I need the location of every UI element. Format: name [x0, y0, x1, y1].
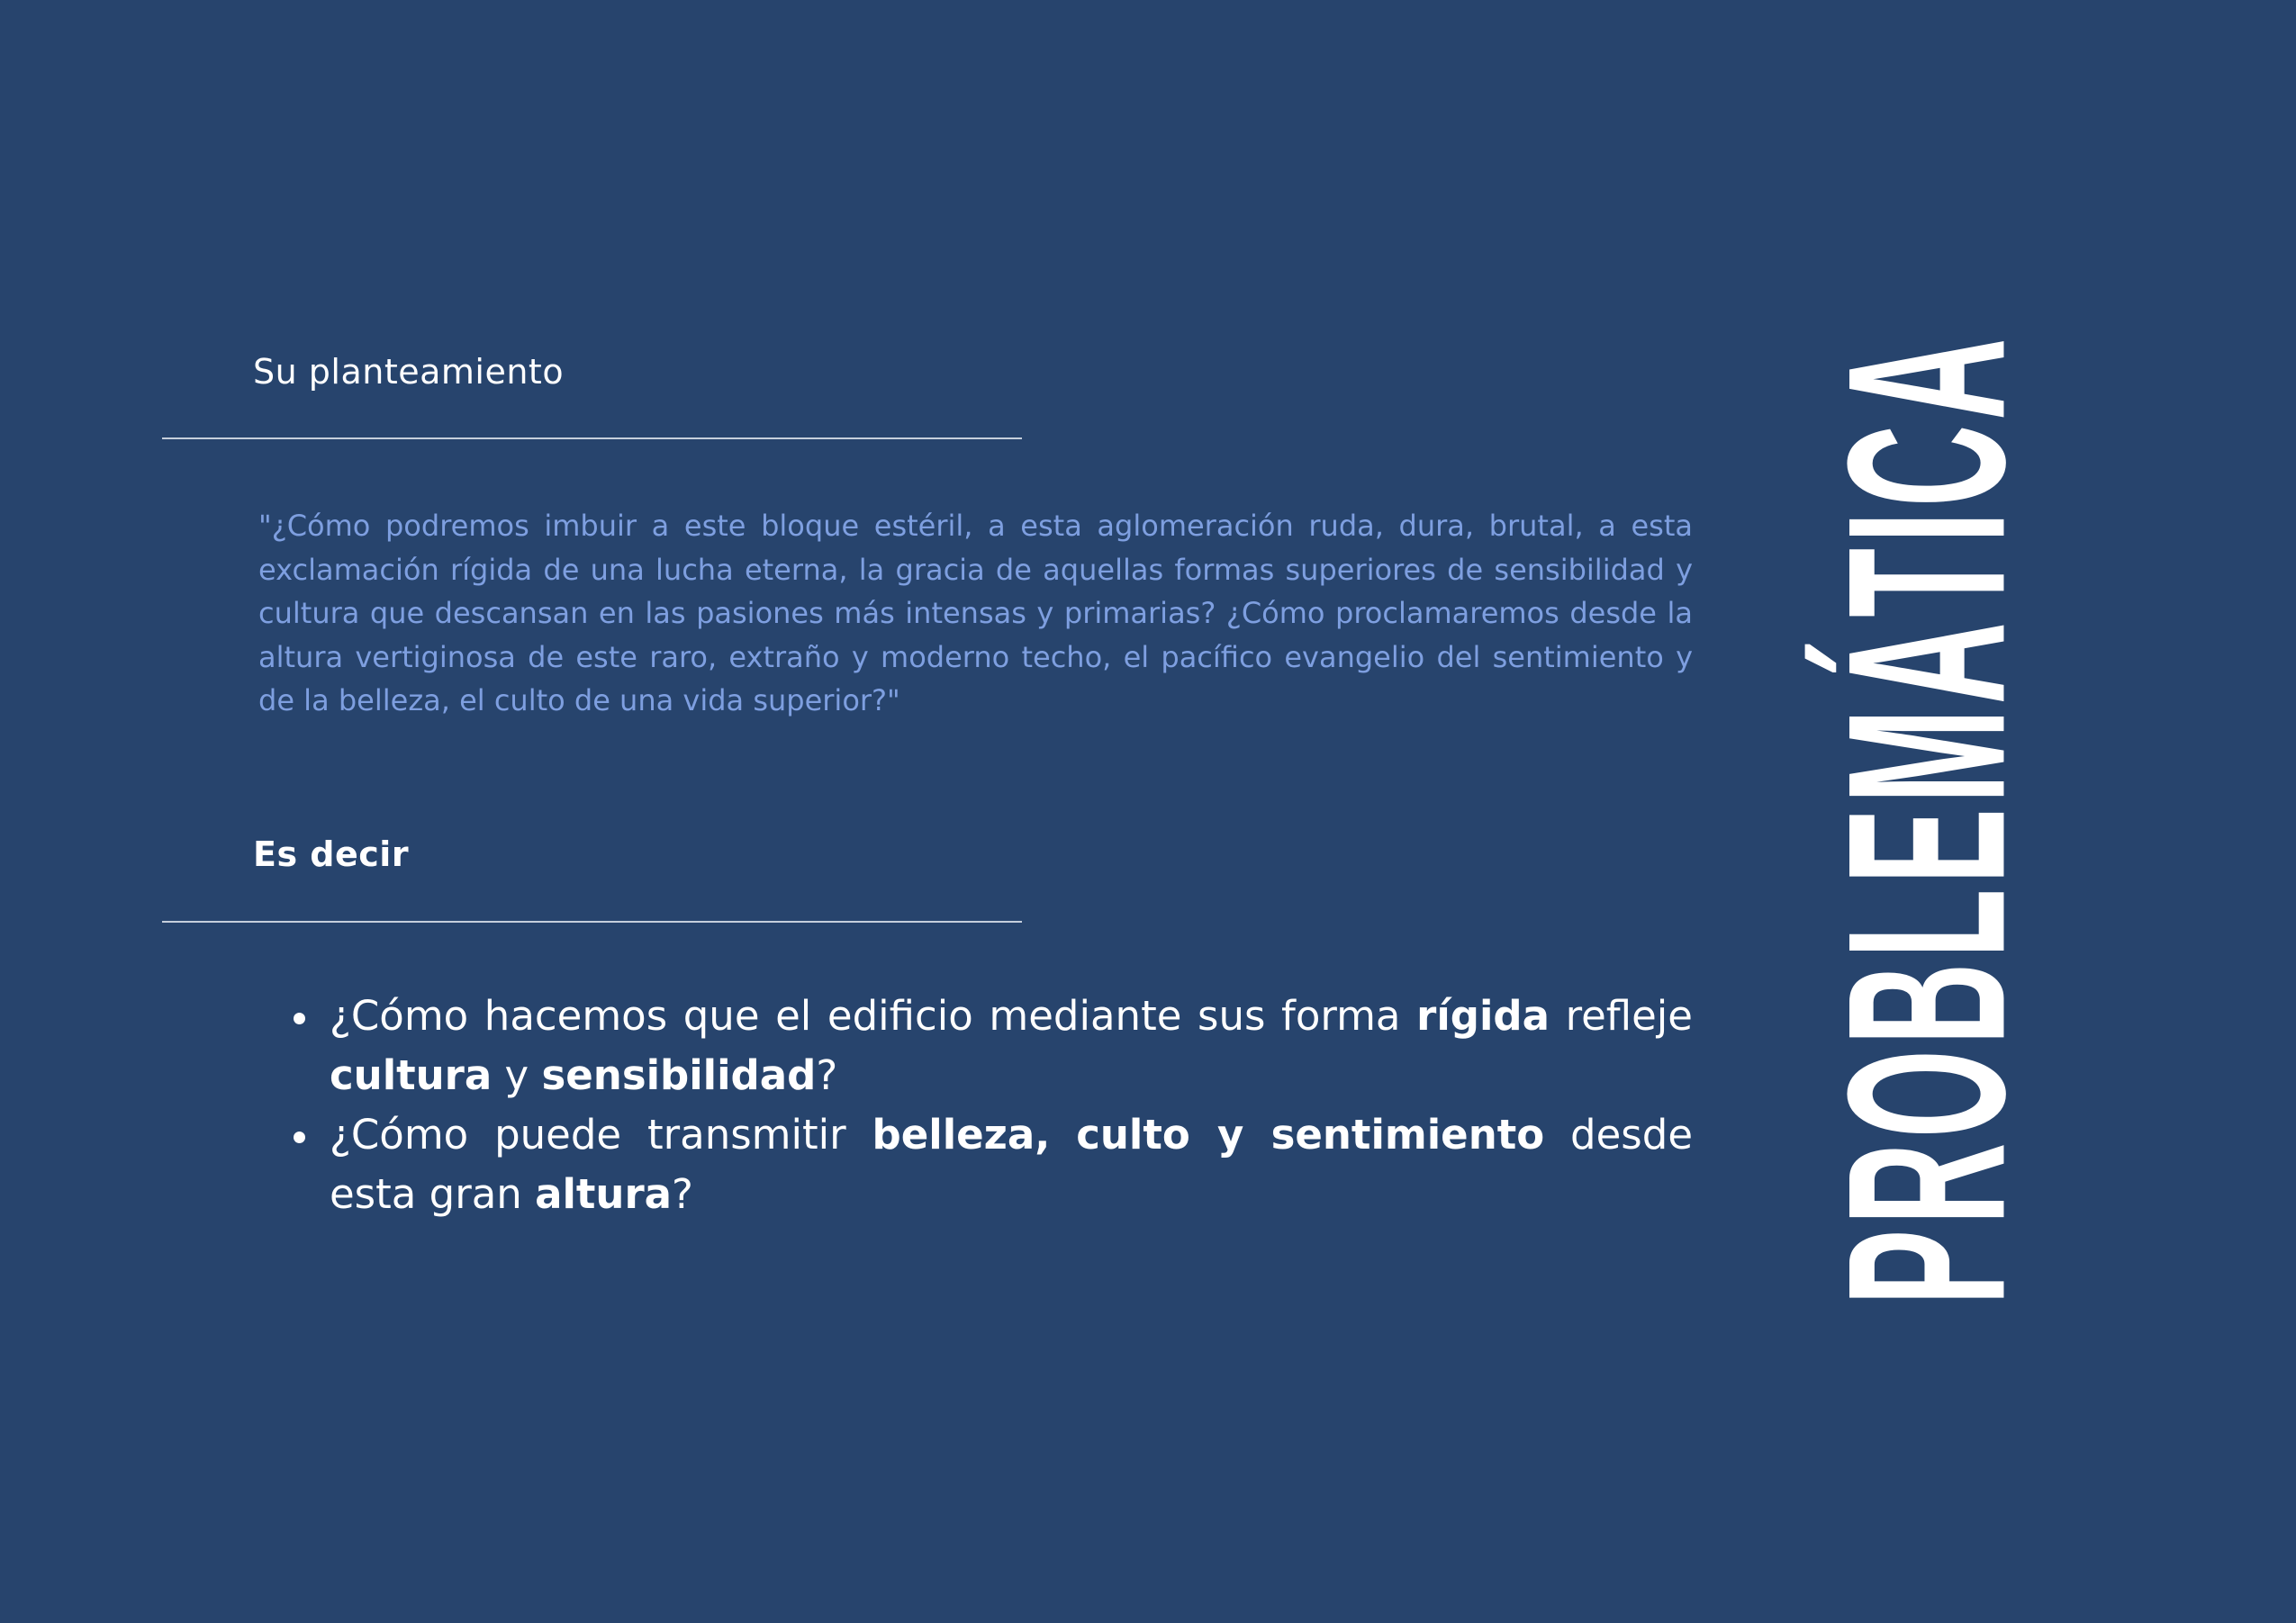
- question-2-keyword-altura: altura: [535, 1170, 673, 1218]
- question-1-text-part-4: ?: [816, 1051, 838, 1099]
- question-list: [294, 987, 1693, 1224]
- question-1-keyword-rigida: rígida: [1416, 992, 1550, 1040]
- question-2-keyword-belleza: belleza,: [872, 1111, 1051, 1159]
- divider-line-planteamiento: [162, 437, 1022, 439]
- section-heading-planteamiento: Su planteamiento: [253, 352, 565, 392]
- question-2-text-part-2: [1050, 1111, 1076, 1159]
- question-2-text-part-4: ?: [672, 1170, 693, 1218]
- question-1-text-part-1: ¿Cómo hacemos que el edificio mediante sus forma: [330, 992, 1417, 1040]
- question-1-keyword-cultura: cultura: [330, 1051, 493, 1099]
- question-2-text-part-1: ¿Cómo puede transmitir: [330, 1111, 872, 1159]
- quote-paragraph: "¿Cómo podremos imbuir a este bloque estéril, a esta aglomeración ruda, dura, brutal, a esta exclamación rígida de una lucha eterna, la gracia de aquellas formas superiores de sensibilidad y cultura que descansan en las pasiones más intensas y primarias? ¿Cómo proclamaremos desde la altura vertiginosa de este raro, extraño y moderno techo, el pacífico evangelio del sentimiento y de la belleza, el culto de una vida superior?": [258, 509, 1693, 717]
- question-2-text-part-3: desde esta gran: [330, 1111, 1693, 1218]
- question-1-text-part-2: refleje: [1549, 992, 1693, 1040]
- list-item: [294, 1105, 1693, 1224]
- vertical-title-text: PROBLEMÁTICA: [1800, 333, 2052, 1305]
- bullet-icon: [294, 1013, 305, 1024]
- vertical-title: [1800, 333, 2052, 1305]
- question-2-keyword-culto-sentimiento: culto y sentimiento: [1076, 1111, 1545, 1159]
- bullet-icon: [294, 1132, 305, 1143]
- question-1-keyword-sensibilidad: sensibilidad: [541, 1051, 817, 1099]
- divider-line-es-decir: [162, 921, 1022, 923]
- vertical-title-container: [1800, 333, 2052, 1305]
- section-heading-es-decir: Es decir: [253, 834, 410, 874]
- question-1-text-part-3: y: [492, 1051, 542, 1099]
- list-item: [294, 987, 1693, 1105]
